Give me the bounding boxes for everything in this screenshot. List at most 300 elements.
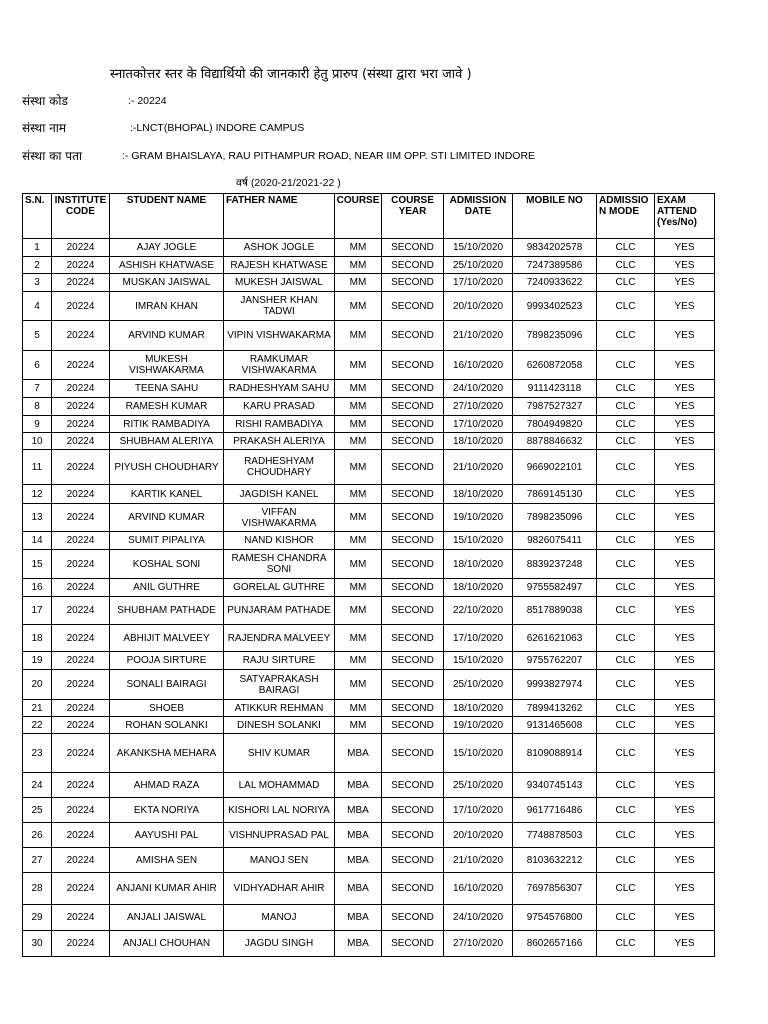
table-row xyxy=(23,292,715,321)
cell-institute-code: 20224 xyxy=(52,798,110,823)
cell-admission-date: 17/10/2020 xyxy=(444,625,513,652)
cell-admission-mode: CLC xyxy=(597,773,655,798)
cell-father-name: RAMKUMAR VISHWAKARMA xyxy=(224,351,335,380)
cell-father-name: MANOJ xyxy=(224,905,335,931)
cell-admission-date: 27/10/2020 xyxy=(444,931,513,957)
cell-father-name: PUNJARAM PATHADE xyxy=(224,597,335,625)
cell-institute-code: 20224 xyxy=(52,652,110,670)
table-row xyxy=(23,274,715,292)
cell-student-name: ABHIJIT MALVEEY xyxy=(110,625,224,652)
cell-student-name: IMRAN KHAN xyxy=(110,292,224,321)
cell-admission-date: 18/10/2020 xyxy=(444,550,513,579)
cell-course: MM xyxy=(335,485,382,504)
cell-course-year: SECOND xyxy=(382,380,444,398)
cell-exam-attend: YES xyxy=(655,700,715,717)
cell-sn: 12 xyxy=(23,485,52,504)
cell-exam-attend: YES xyxy=(655,597,715,625)
cell-admission-date: 20/10/2020 xyxy=(444,292,513,321)
cell-exam-attend: YES xyxy=(655,450,715,485)
cell-admission-mode: CLC xyxy=(597,652,655,670)
cell-student-name: TEENA SAHU xyxy=(110,380,224,398)
cell-sn: 8 xyxy=(23,398,52,416)
cell-course: MM xyxy=(335,292,382,321)
cell-student-name: KARTIK KANEL xyxy=(110,485,224,504)
table-row xyxy=(23,398,715,416)
cell-student-name: ANJALI CHOUHAN xyxy=(110,931,224,957)
cell-father-name: RAJENDRA MALVEEY xyxy=(224,625,335,652)
cell-institute-code: 20224 xyxy=(52,734,110,773)
field-value: :-LNCT(BHOPAL) INDORE CAMPUS xyxy=(130,122,305,134)
cell-admission-date: 15/10/2020 xyxy=(444,734,513,773)
cell-admission-mode: CLC xyxy=(597,239,655,257)
header-mobile-no: MOBILE NO xyxy=(513,194,597,239)
cell-course-year: SECOND xyxy=(382,873,444,905)
table-row xyxy=(23,905,715,931)
cell-course: MBA xyxy=(335,734,382,773)
cell-institute-code: 20224 xyxy=(52,450,110,485)
cell-course: MM xyxy=(335,450,382,485)
cell-exam-attend: YES xyxy=(655,416,715,433)
cell-admission-date: 15/10/2020 xyxy=(444,239,513,257)
cell-course-year: SECOND xyxy=(382,625,444,652)
cell-course-year: SECOND xyxy=(382,773,444,798)
cell-father-name: NAND KISHOR xyxy=(224,532,335,550)
cell-exam-attend: YES xyxy=(655,257,715,274)
cell-admission-date: 21/10/2020 xyxy=(444,321,513,351)
cell-course-year: SECOND xyxy=(382,905,444,931)
cell-student-name: AJAY JOGLE xyxy=(110,239,224,257)
cell-course: MM xyxy=(335,532,382,550)
cell-admission-date: 18/10/2020 xyxy=(444,433,513,450)
cell-mobile-no: 7697856307 xyxy=(513,873,597,905)
cell-sn: 9 xyxy=(23,416,52,433)
cell-institute-code: 20224 xyxy=(52,485,110,504)
cell-institute-code: 20224 xyxy=(52,398,110,416)
table-row xyxy=(23,652,715,670)
cell-admission-date: 27/10/2020 xyxy=(444,398,513,416)
cell-admission-date: 16/10/2020 xyxy=(444,873,513,905)
cell-student-name: ANJANI KUMAR AHIR xyxy=(110,873,224,905)
cell-father-name: SHIV KUMAR xyxy=(224,734,335,773)
cell-sn: 16 xyxy=(23,579,52,597)
cell-sn: 7 xyxy=(23,380,52,398)
cell-institute-code: 20224 xyxy=(52,823,110,848)
header-sn: S.N. xyxy=(23,194,52,239)
cell-student-name: ARVIND KUMAR xyxy=(110,321,224,351)
cell-exam-attend: YES xyxy=(655,351,715,380)
cell-institute-code: 20224 xyxy=(52,931,110,957)
cell-admission-date: 22/10/2020 xyxy=(444,597,513,625)
cell-mobile-no: 8103632212 xyxy=(513,848,597,873)
cell-father-name: MUKESH JAISWAL xyxy=(224,274,335,292)
cell-student-name: AHMAD RAZA xyxy=(110,773,224,798)
cell-course-year: SECOND xyxy=(382,274,444,292)
cell-exam-attend: YES xyxy=(655,485,715,504)
cell-exam-attend: YES xyxy=(655,625,715,652)
table-row xyxy=(23,380,715,398)
cell-sn: 27 xyxy=(23,848,52,873)
cell-course-year: SECOND xyxy=(382,257,444,274)
cell-institute-code: 20224 xyxy=(52,274,110,292)
cell-mobile-no: 7898235096 xyxy=(513,321,597,351)
student-table xyxy=(22,193,715,957)
cell-sn: 5 xyxy=(23,321,52,351)
cell-admission-date: 20/10/2020 xyxy=(444,823,513,848)
cell-course: MM xyxy=(335,700,382,717)
cell-institute-code: 20224 xyxy=(52,670,110,700)
cell-admission-mode: CLC xyxy=(597,450,655,485)
cell-sn: 28 xyxy=(23,873,52,905)
field-value: :- 20224 xyxy=(128,95,167,107)
cell-mobile-no: 9131465608 xyxy=(513,717,597,734)
field-label: संस्था का पता xyxy=(22,149,83,163)
cell-institute-code: 20224 xyxy=(52,433,110,450)
cell-father-name: ATIKKUR REHMAN xyxy=(224,700,335,717)
cell-mobile-no: 9755762207 xyxy=(513,652,597,670)
table-row xyxy=(23,717,715,734)
table-row xyxy=(23,321,715,351)
cell-mobile-no: 7898235096 xyxy=(513,504,597,532)
cell-course: MM xyxy=(335,433,382,450)
cell-student-name: MUKESH VISHWAKARMA xyxy=(110,351,224,380)
cell-student-name: SONALI BAIRAGI xyxy=(110,670,224,700)
cell-institute-code: 20224 xyxy=(52,351,110,380)
cell-course-year: SECOND xyxy=(382,416,444,433)
cell-course: MM xyxy=(335,380,382,398)
cell-sn: 22 xyxy=(23,717,52,734)
cell-sn: 29 xyxy=(23,905,52,931)
cell-admission-date: 19/10/2020 xyxy=(444,504,513,532)
cell-mobile-no: 8839237248 xyxy=(513,550,597,579)
cell-admission-date: 17/10/2020 xyxy=(444,274,513,292)
cell-sn: 24 xyxy=(23,773,52,798)
cell-institute-code: 20224 xyxy=(52,717,110,734)
cell-mobile-no: 9754576800 xyxy=(513,905,597,931)
cell-father-name: RISHI RAMBADIYA xyxy=(224,416,335,433)
cell-course-year: SECOND xyxy=(382,398,444,416)
cell-admission-date: 16/10/2020 xyxy=(444,351,513,380)
cell-admission-mode: CLC xyxy=(597,597,655,625)
cell-exam-attend: YES xyxy=(655,380,715,398)
cell-course-year: SECOND xyxy=(382,734,444,773)
cell-sn: 10 xyxy=(23,433,52,450)
cell-sn: 1 xyxy=(23,239,52,257)
cell-exam-attend: YES xyxy=(655,734,715,773)
cell-father-name: ASHOK JOGLE xyxy=(224,239,335,257)
cell-student-name: SHUBHAM ALERIYA xyxy=(110,433,224,450)
cell-institute-code: 20224 xyxy=(52,579,110,597)
cell-mobile-no: 9340745143 xyxy=(513,773,597,798)
cell-sn: 2 xyxy=(23,257,52,274)
cell-sn: 14 xyxy=(23,532,52,550)
cell-sn: 25 xyxy=(23,798,52,823)
cell-course-year: SECOND xyxy=(382,717,444,734)
cell-course: MM xyxy=(335,274,382,292)
cell-admission-date: 17/10/2020 xyxy=(444,798,513,823)
cell-mobile-no: 6260872058 xyxy=(513,351,597,380)
table-header-row xyxy=(23,194,715,239)
cell-student-name: SUMIT PIPALIYA xyxy=(110,532,224,550)
table-row xyxy=(23,532,715,550)
cell-student-name: EKTA NORIYA xyxy=(110,798,224,823)
cell-course-year: SECOND xyxy=(382,532,444,550)
cell-course: MM xyxy=(335,550,382,579)
cell-course-year: SECOND xyxy=(382,550,444,579)
table-row xyxy=(23,257,715,274)
cell-course: MBA xyxy=(335,873,382,905)
cell-institute-code: 20224 xyxy=(52,321,110,351)
cell-admission-mode: CLC xyxy=(597,700,655,717)
cell-admission-mode: CLC xyxy=(597,550,655,579)
cell-sn: 21 xyxy=(23,700,52,717)
header-course: COURSE xyxy=(335,194,382,239)
cell-admission-date: 18/10/2020 xyxy=(444,700,513,717)
cell-admission-date: 19/10/2020 xyxy=(444,717,513,734)
cell-admission-date: 17/10/2020 xyxy=(444,416,513,433)
table-row xyxy=(23,798,715,823)
cell-student-name: MUSKAN JAISWAL xyxy=(110,274,224,292)
cell-exam-attend: YES xyxy=(655,433,715,450)
cell-course-year: SECOND xyxy=(382,239,444,257)
table-row xyxy=(23,670,715,700)
cell-mobile-no: 7899413262 xyxy=(513,700,597,717)
cell-admission-mode: CLC xyxy=(597,579,655,597)
cell-father-name: JANSHER KHAN TADWI xyxy=(224,292,335,321)
cell-exam-attend: YES xyxy=(655,274,715,292)
cell-mobile-no: 7869145130 xyxy=(513,485,597,504)
table-row xyxy=(23,734,715,773)
cell-course-year: SECOND xyxy=(382,485,444,504)
session-year: वर्ष (2020-21/2021-22 ) xyxy=(236,177,341,189)
cell-exam-attend: YES xyxy=(655,321,715,351)
cell-exam-attend: YES xyxy=(655,931,715,957)
cell-course: MM xyxy=(335,625,382,652)
field-value: :- GRAM BHAISLAYA, RAU PITHAMPUR ROAD, NEAR IIM OPP. STI LIMITED INDORE xyxy=(122,150,536,162)
table-row xyxy=(23,873,715,905)
cell-sn: 20 xyxy=(23,670,52,700)
table-row xyxy=(23,433,715,450)
cell-course-year: SECOND xyxy=(382,433,444,450)
cell-course: MM xyxy=(335,239,382,257)
cell-father-name: KISHORI LAL NORIYA xyxy=(224,798,335,823)
cell-student-name: AMISHA SEN xyxy=(110,848,224,873)
cell-institute-code: 20224 xyxy=(52,873,110,905)
table-row xyxy=(23,550,715,579)
cell-course-year: SECOND xyxy=(382,823,444,848)
cell-father-name: PRAKASH ALERIYA xyxy=(224,433,335,450)
cell-father-name: VIPIN VISHWAKARMA xyxy=(224,321,335,351)
cell-father-name: JAGDISH KANEL xyxy=(224,485,335,504)
cell-institute-code: 20224 xyxy=(52,550,110,579)
cell-mobile-no: 8109088914 xyxy=(513,734,597,773)
table-row xyxy=(23,416,715,433)
cell-mobile-no: 8517889038 xyxy=(513,597,597,625)
header-father-name: FATHER NAME xyxy=(224,194,335,239)
table-row xyxy=(23,351,715,380)
cell-institute-code: 20224 xyxy=(52,380,110,398)
cell-admission-mode: CLC xyxy=(597,504,655,532)
cell-exam-attend: YES xyxy=(655,550,715,579)
cell-course: MBA xyxy=(335,823,382,848)
cell-sn: 26 xyxy=(23,823,52,848)
table-row xyxy=(23,239,715,257)
table-row xyxy=(23,450,715,485)
cell-sn: 23 xyxy=(23,734,52,773)
cell-student-name: AKANKSHA MEHARA xyxy=(110,734,224,773)
cell-father-name: DINESH SOLANKI xyxy=(224,717,335,734)
cell-student-name: ROHAN SOLANKI xyxy=(110,717,224,734)
cell-mobile-no: 9993827974 xyxy=(513,670,597,700)
cell-mobile-no: 7804949820 xyxy=(513,416,597,433)
cell-father-name: GORELAL GUTHRE xyxy=(224,579,335,597)
cell-course-year: SECOND xyxy=(382,450,444,485)
cell-admission-mode: CLC xyxy=(597,398,655,416)
cell-course: MBA xyxy=(335,905,382,931)
cell-student-name: SHOEB xyxy=(110,700,224,717)
cell-admission-mode: CLC xyxy=(597,321,655,351)
cell-institute-code: 20224 xyxy=(52,532,110,550)
cell-mobile-no: 6261621063 xyxy=(513,625,597,652)
cell-father-name: KARU PRASAD xyxy=(224,398,335,416)
cell-student-name: PIYUSH CHOUDHARY xyxy=(110,450,224,485)
cell-student-name: ANJALI JAISWAL xyxy=(110,905,224,931)
cell-admission-mode: CLC xyxy=(597,848,655,873)
cell-student-name: RAMESH KUMAR xyxy=(110,398,224,416)
cell-father-name: JAGDU SINGH xyxy=(224,931,335,957)
cell-mobile-no: 7240933622 xyxy=(513,274,597,292)
cell-admission-mode: CLC xyxy=(597,416,655,433)
cell-admission-date: 21/10/2020 xyxy=(444,848,513,873)
cell-exam-attend: YES xyxy=(655,670,715,700)
cell-admission-mode: CLC xyxy=(597,532,655,550)
cell-admission-mode: CLC xyxy=(597,380,655,398)
cell-course-year: SECOND xyxy=(382,597,444,625)
cell-father-name: RAJU SIRTURE xyxy=(224,652,335,670)
cell-admission-mode: CLC xyxy=(597,798,655,823)
cell-course-year: SECOND xyxy=(382,700,444,717)
cell-course-year: SECOND xyxy=(382,292,444,321)
cell-student-name: ASHISH KHATWASE xyxy=(110,257,224,274)
cell-admission-mode: CLC xyxy=(597,292,655,321)
cell-sn: 15 xyxy=(23,550,52,579)
cell-student-name: ANIL GUTHRE xyxy=(110,579,224,597)
cell-father-name: RADHESHYAM CHOUDHARY xyxy=(224,450,335,485)
cell-mobile-no: 9826075411 xyxy=(513,532,597,550)
cell-mobile-no: 7987527327 xyxy=(513,398,597,416)
table-body xyxy=(23,239,715,957)
cell-mobile-no: 9617716486 xyxy=(513,798,597,823)
cell-admission-mode: CLC xyxy=(597,717,655,734)
cell-admission-date: 18/10/2020 xyxy=(444,485,513,504)
cell-sn: 11 xyxy=(23,450,52,485)
cell-admission-mode: CLC xyxy=(597,351,655,380)
cell-student-name: AAYUSHI PAL xyxy=(110,823,224,848)
cell-exam-attend: YES xyxy=(655,798,715,823)
cell-course-year: SECOND xyxy=(382,504,444,532)
cell-exam-attend: YES xyxy=(655,532,715,550)
cell-course: MM xyxy=(335,504,382,532)
cell-student-name: ARVIND KUMAR xyxy=(110,504,224,532)
cell-admission-date: 18/10/2020 xyxy=(444,579,513,597)
cell-exam-attend: YES xyxy=(655,579,715,597)
cell-student-name: SHUBHAM PATHADE xyxy=(110,597,224,625)
cell-mobile-no: 7247389586 xyxy=(513,257,597,274)
cell-mobile-no: 9111423118 xyxy=(513,380,597,398)
cell-admission-mode: CLC xyxy=(597,734,655,773)
cell-exam-attend: YES xyxy=(655,504,715,532)
cell-father-name: RAJESH KHATWASE xyxy=(224,257,335,274)
cell-mobile-no: 9755582497 xyxy=(513,579,597,597)
table-row xyxy=(23,700,715,717)
cell-admission-mode: CLC xyxy=(597,905,655,931)
header-admission-mode: ADMISSIO N MODE xyxy=(597,194,655,239)
cell-sn: 17 xyxy=(23,597,52,625)
cell-mobile-no: 9834202578 xyxy=(513,239,597,257)
cell-mobile-no: 8602657166 xyxy=(513,931,597,957)
cell-course-year: SECOND xyxy=(382,670,444,700)
cell-institute-code: 20224 xyxy=(52,597,110,625)
cell-admission-mode: CLC xyxy=(597,485,655,504)
cell-course-year: SECOND xyxy=(382,848,444,873)
cell-exam-attend: YES xyxy=(655,873,715,905)
cell-institute-code: 20224 xyxy=(52,257,110,274)
cell-institute-code: 20224 xyxy=(52,848,110,873)
cell-father-name: RAMESH CHANDRA SONI xyxy=(224,550,335,579)
cell-course: MM xyxy=(335,351,382,380)
header-course-year: COURSE YEAR xyxy=(382,194,444,239)
table-row xyxy=(23,597,715,625)
cell-admission-date: 25/10/2020 xyxy=(444,670,513,700)
cell-admission-date: 15/10/2020 xyxy=(444,652,513,670)
cell-institute-code: 20224 xyxy=(52,504,110,532)
cell-course: MBA xyxy=(335,798,382,823)
table-row xyxy=(23,773,715,798)
cell-course-year: SECOND xyxy=(382,652,444,670)
field-institute-code xyxy=(0,92,768,110)
cell-course-year: SECOND xyxy=(382,798,444,823)
cell-admission-mode: CLC xyxy=(597,433,655,450)
cell-sn: 6 xyxy=(23,351,52,380)
cell-course: MM xyxy=(335,597,382,625)
field-label: संस्था नाम xyxy=(22,121,67,135)
cell-admission-mode: CLC xyxy=(597,625,655,652)
cell-institute-code: 20224 xyxy=(52,239,110,257)
cell-father-name: VIDHYADHAR AHIR xyxy=(224,873,335,905)
cell-course: MM xyxy=(335,321,382,351)
cell-institute-code: 20224 xyxy=(52,773,110,798)
cell-institute-code: 20224 xyxy=(52,905,110,931)
header-institute-code: INSTITUTE CODE xyxy=(52,194,110,239)
cell-sn: 18 xyxy=(23,625,52,652)
header-admission-date: ADMISSION DATE xyxy=(444,194,513,239)
cell-institute-code: 20224 xyxy=(52,292,110,321)
cell-student-name: KOSHAL SONI xyxy=(110,550,224,579)
table-row xyxy=(23,848,715,873)
cell-admission-mode: CLC xyxy=(597,274,655,292)
document-title: स्नातकोत्तर स्तर के विद्यार्थियो की जानकारी हेतु प्रारुप (संस्था द्वारा भरा जावे ) xyxy=(110,67,472,82)
cell-exam-attend: YES xyxy=(655,652,715,670)
cell-father-name: LAL MOHAMMAD xyxy=(224,773,335,798)
cell-institute-code: 20224 xyxy=(52,416,110,433)
cell-exam-attend: YES xyxy=(655,292,715,321)
cell-admission-date: 15/10/2020 xyxy=(444,532,513,550)
cell-sn: 30 xyxy=(23,931,52,957)
cell-admission-mode: CLC xyxy=(597,670,655,700)
cell-course: MBA xyxy=(335,848,382,873)
field-institute-address xyxy=(0,147,768,165)
cell-course: MM xyxy=(335,717,382,734)
cell-exam-attend: YES xyxy=(655,717,715,734)
